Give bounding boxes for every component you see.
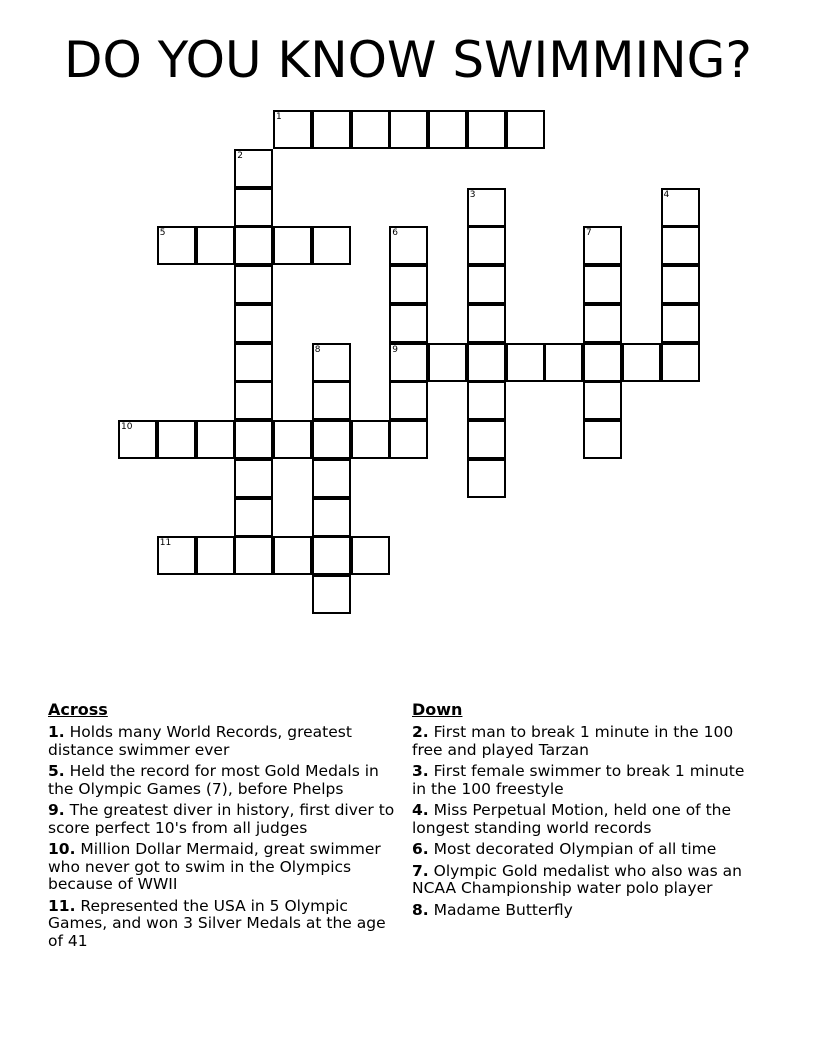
cell-number: 6 [392,228,398,239]
grid-cell[interactable] [389,226,428,265]
grid-cell[interactable] [467,188,506,227]
grid-cell[interactable] [351,420,390,459]
grid-cell[interactable] [234,459,273,498]
clue-across-11 [48,898,400,951]
cell-number: 5 [159,228,166,239]
clue-text: The greatest diver in history, first diver to score perfect 10's from all judges [48,801,395,837]
grid-cell[interactable] [583,343,622,382]
clue-down-2 [412,724,757,759]
grid-cell[interactable] [389,304,428,343]
grid-cell[interactable] [312,381,351,420]
grid-cell[interactable] [389,420,428,459]
clue-number: 8. [412,900,429,919]
clue-number: 6. [412,840,429,858]
clue-down-7 [412,863,757,898]
grid-cell[interactable] [312,226,351,265]
cell-number: 2 [237,150,243,161]
grid-cell[interactable] [622,343,661,382]
grid-cell[interactable] [661,304,700,343]
grid-cell[interactable] [467,226,506,265]
grid-cell[interactable] [389,343,428,382]
clue-down-3 [412,763,757,798]
clue-across-5 [48,763,400,798]
clue-text: Million Dollar Mermaid, great swimmer who never got to swim in the Olympics because of WWII [48,840,381,893]
across-clues [48,700,400,954]
grid-cell[interactable] [467,110,506,149]
grid-cell[interactable] [389,265,428,304]
cell-number: 7 [586,228,592,239]
grid-cell[interactable] [389,110,428,149]
clue-down-8 [412,902,757,920]
cell-number: 9 [392,344,398,355]
clue-text: Holds many World Records, greatest distance swimmer ever [48,723,352,759]
grid-cell[interactable] [428,343,467,382]
clue-number: 2. [412,723,429,741]
grid-cell[interactable] [661,265,700,304]
grid-cell[interactable] [312,343,351,382]
grid-cell[interactable] [312,575,351,614]
clue-text: First man to break 1 minute in the 100 free and played Tarzan [412,723,734,759]
grid-cell[interactable] [312,498,351,537]
grid-cell[interactable] [234,226,273,265]
cell-number: 10 [121,422,133,432]
grid-cell[interactable] [234,265,273,304]
grid-cell[interactable] [583,304,622,343]
grid-cell[interactable] [157,536,196,575]
cell-number: 1 [276,112,282,122]
grid-cell[interactable] [312,110,351,149]
page-title: DO YOU KNOW SWIMMING? [64,31,752,89]
grid-cell[interactable] [506,110,545,149]
grid-cell[interactable] [467,420,506,459]
cell-number: 11 [159,538,172,549]
grid-cell[interactable] [506,343,545,382]
grid-cell[interactable] [234,343,273,382]
grid-cell[interactable] [544,343,583,382]
grid-cell[interactable] [118,420,157,459]
clue-down-4 [412,802,757,837]
grid-cell[interactable] [661,343,700,382]
grid-cell[interactable] [234,149,273,188]
clue-number: 10. [48,840,76,858]
grid-cell[interactable] [234,381,273,420]
cell-number: 4 [663,189,670,200]
grid-cell[interactable] [351,110,390,149]
grid-cell[interactable] [467,265,506,304]
grid-cell[interactable] [273,226,312,265]
grid-cell[interactable] [351,536,390,575]
grid-cell[interactable] [273,536,312,575]
clue-text: Represented the USA in 5 Olympic Games, and won 3 Silver Medals at the age of 41 [48,896,386,950]
grid-cell[interactable] [428,110,467,149]
clue-down-6 [412,841,757,859]
clue-text: Miss Perpetual Motion, held one of the longest standing world records [412,801,732,837]
grid-cell[interactable] [467,381,506,420]
across-heading: Across [48,700,108,719]
grid-cell[interactable] [661,188,700,227]
grid-cell[interactable] [389,381,428,420]
grid-cell[interactable] [467,304,506,343]
clue-across-10 [48,841,400,894]
clue-text: Most decorated Olympian of all time [433,840,717,858]
clue-text: First female swimmer to break 1 minute in the 100 freestyle [412,762,745,798]
cell-number: 8 [314,344,321,355]
clue-number: 7. [412,861,429,880]
grid-cell[interactable] [234,188,273,227]
grid-cell[interactable] [467,459,506,498]
grid-cell[interactable] [196,420,235,459]
grid-cell[interactable] [583,265,622,304]
clue-text: Madame Butterfly [433,900,573,919]
grid-cell[interactable] [312,420,351,459]
clue-number: 5. [48,762,65,780]
clue-number: 3. [412,762,429,780]
down-clues [412,700,757,923]
grid-cell[interactable] [467,343,506,382]
clue-number: 11. [48,896,76,915]
clue-across-9 [48,802,400,837]
grid-cell[interactable] [234,420,273,459]
grid-cell[interactable] [234,536,273,575]
grid-cell[interactable] [661,226,700,265]
grid-cell[interactable] [312,536,351,575]
clue-number: 1. [48,723,65,741]
clue-number: 9. [48,801,65,819]
clue-across-1 [48,724,400,759]
grid-cell[interactable] [312,459,351,498]
grid-cell[interactable] [157,226,196,265]
grid-cell[interactable] [157,420,196,459]
grid-cell[interactable] [196,536,235,575]
grid-cell[interactable] [273,110,312,149]
grid-cell[interactable] [583,226,622,265]
grid-cell[interactable] [273,420,312,459]
clue-text: Held the record for most Gold Medals in the Olympic Games (7), before Phelps [48,762,379,798]
grid-cell[interactable] [583,420,622,459]
grid-cell[interactable] [234,498,273,537]
clue-number: 4. [412,801,429,819]
grid-cell[interactable] [583,381,622,420]
down-heading: Down [412,700,463,719]
grid-cell[interactable] [234,304,273,343]
grid-cell[interactable] [196,226,235,265]
clue-text: Olympic Gold medalist who also was an NCAA Championship water polo player [412,861,742,897]
cell-number: 3 [469,189,476,200]
